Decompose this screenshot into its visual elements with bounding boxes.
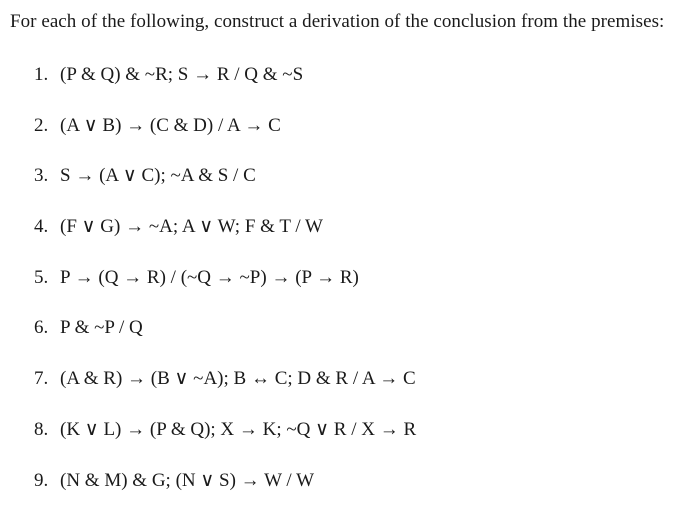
problem-item	[34, 366, 416, 417]
problem-number: 7.	[34, 368, 49, 390]
problem-formula: (A & R) → (B ∨ ~A); B ↔ C; D & R / A → C	[60, 368, 416, 390]
problem-item	[34, 163, 416, 214]
problem-formula: S → (A ∨ C); ~A & S / C	[60, 165, 256, 187]
problem-formula: (P & Q) & ~R; S → R / Q & ~S	[60, 64, 304, 85]
problem-item	[34, 113, 416, 164]
problem-item	[34, 62, 416, 113]
instructions-text: For each of the following, construct a derivation of the conclusion from the premises:	[10, 11, 665, 32]
problem-number: 3.	[34, 165, 49, 187]
problem-item	[34, 417, 416, 468]
problem-formula: (A ∨ B) → (C & D) / A → C	[60, 114, 281, 136]
problem-number: 9.	[34, 469, 49, 491]
problem-item	[34, 214, 416, 265]
problem-item	[34, 468, 416, 519]
problem-number: 4.	[34, 216, 49, 238]
problem-formula: P → (Q → R) / (~Q → ~P) → (P → R)	[60, 266, 359, 288]
problem-formula: P & ~P / Q	[60, 317, 143, 339]
problem-item	[34, 315, 416, 366]
problem-formula: (F ∨ G) → ~A; A ∨ W; F & T / W	[60, 216, 323, 238]
problem-list	[34, 62, 416, 518]
problem-number: 8.	[34, 418, 49, 440]
problem-number: 1.	[34, 64, 49, 85]
problem-item	[34, 265, 416, 316]
problem-number: 5.	[34, 266, 49, 288]
problem-number: 2.	[34, 114, 49, 136]
problem-number: 6.	[34, 317, 49, 339]
problem-formula: (N & M) & G; (N ∨ S) → W / W	[60, 469, 315, 491]
problem-formula: (K ∨ L) → (P & Q); X → K; ~Q ∨ R / X → R	[60, 418, 417, 440]
